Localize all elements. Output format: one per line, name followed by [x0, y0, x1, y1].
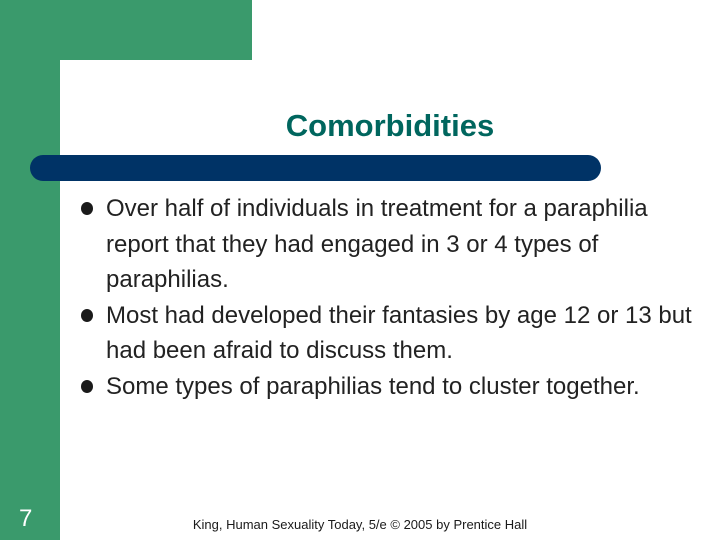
bullet-item [77, 298, 692, 369]
title-divider-bar [30, 155, 601, 181]
bullet-item [77, 369, 692, 405]
green-sidebar-band [0, 0, 60, 540]
bullet-text: Over half of individuals in treatment for a paraphilia report that they had engaged in 3 or 4 types of paraphilias. [106, 195, 648, 293]
bullet-dot-icon [81, 380, 93, 393]
bullet-item [77, 191, 692, 298]
bullet-dot-icon [81, 202, 93, 215]
bullet-dot-icon [81, 309, 93, 322]
bullet-list [77, 191, 692, 404]
bullet-text: Some types of paraphilias tend to cluster together. [106, 372, 640, 400]
bullet-text: Most had developed their fantasies by age 12 or 13 but had been afraid to discuss them. [106, 301, 692, 364]
footer-credit: King, Human Sexuality Today, 5/e © 2005 by Prentice Hall [192, 517, 528, 532]
slide-number: 7 [19, 505, 33, 532]
slide-title: Comorbidities [285, 108, 495, 143]
